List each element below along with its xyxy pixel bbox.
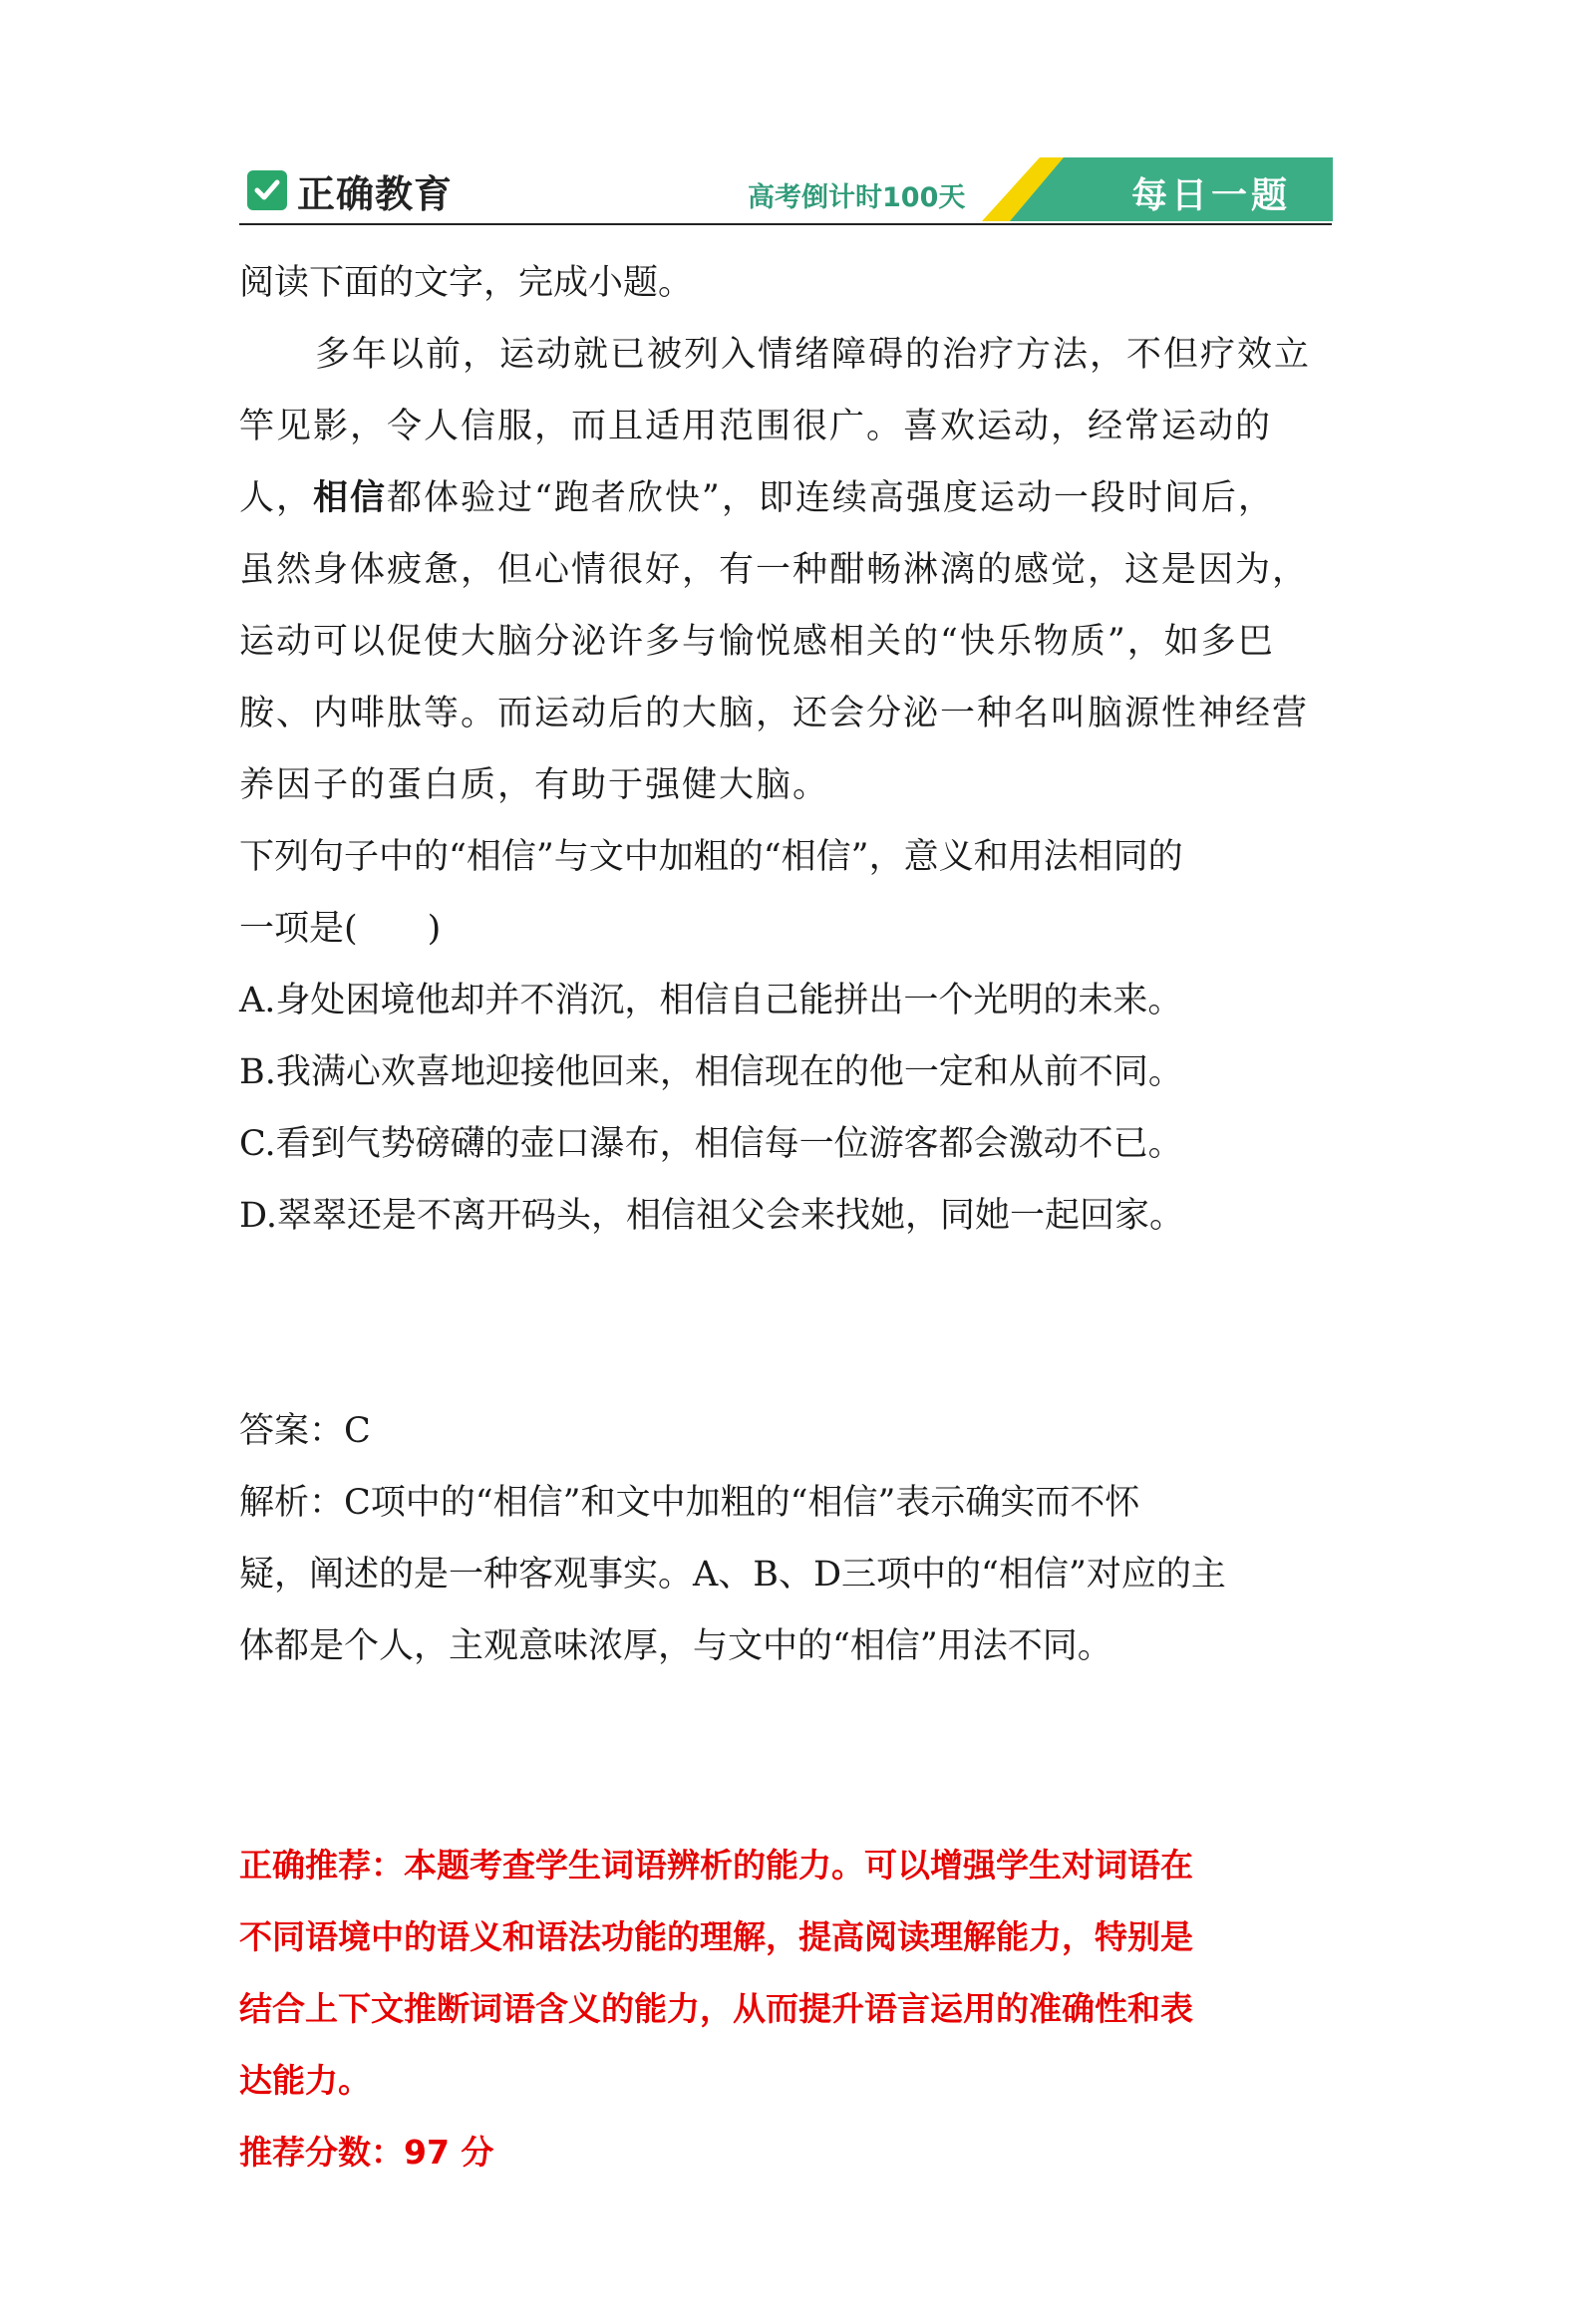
recommendation-score: 推荐分数：97 分 bbox=[239, 2133, 494, 2172]
option-b: B.我满心欢喜地迎接他回来，相信现在的他一定和从前不同。 bbox=[239, 1052, 1183, 1092]
checkmark-icon bbox=[247, 170, 287, 210]
option-c: C.看到气势磅礴的壶口瀑布，相信每一位游客都会激动不已。 bbox=[239, 1124, 1183, 1164]
banner-title: 每日一题 bbox=[1130, 175, 1291, 216]
passage-line: 胺、内啡肽等。而运动后的大脑，还会分泌一种名叫脑源性神经营 bbox=[239, 694, 1310, 733]
instruction: 阅读下面的文字，完成小题。 bbox=[239, 263, 694, 303]
question-stem: 一项是( ) bbox=[239, 909, 442, 949]
countdown-text: 高考倒计时100天 bbox=[748, 182, 966, 213]
passage-line: 运动可以促使大脑分泌许多与愉悦感相关的“快乐物质”，如多巴 bbox=[239, 622, 1275, 662]
document-body bbox=[239, 247, 1336, 2188]
passage-line: 多年以前，运动就已被列入情绪障碍的治疗方法，不但疗效立 bbox=[315, 335, 1312, 375]
recommendation-line: 结合上下文推断词语含义的能力，从而提升语言运用的准确性和表 bbox=[239, 1989, 1193, 2028]
header-banner bbox=[239, 157, 1332, 225]
passage-line: 虽然身体疲惫，但心情很好，有一种酣畅淋漓的感觉，这是因为， bbox=[239, 550, 1310, 590]
answer-line: 答案：C bbox=[239, 1411, 371, 1451]
recommendation bbox=[239, 1830, 1336, 2188]
analysis-line: 体都是个人，主观意味浓厚，与文中的“相信”用法不同。 bbox=[239, 1626, 1112, 1666]
question-stem: 下列句子中的“相信”与文中加粗的“相信”，意义和用法相同的 bbox=[239, 837, 1183, 877]
brand-logo bbox=[247, 163, 453, 217]
passage-line: 竿见影，令人信服，而且适用范围很广。喜欢运动，经常运动的 bbox=[239, 407, 1273, 446]
brand-name: 正确教育 bbox=[297, 171, 454, 216]
option-d: D.翠翠还是不离开码头，相信祖父会来找她，同她一起回家。 bbox=[239, 1196, 1184, 1236]
analysis-line: 解析：C项中的“相信”和文中加粗的“相信”表示确实而不怀 bbox=[239, 1483, 1140, 1523]
passage-text: 都体验过“跑者欣快”，即连续高强度运动一段时间后， bbox=[387, 478, 1275, 518]
option-a: A.身处困境他却并不消沉，相信自己能拼出一个光明的未来。 bbox=[239, 981, 1183, 1020]
recommendation-line: 达能力。 bbox=[239, 2061, 371, 2100]
passage-text: 人， bbox=[239, 478, 314, 518]
reading-passage bbox=[239, 319, 1336, 821]
passage-line bbox=[239, 462, 1336, 534]
recommendation-line: 不同语境中的语义和语法功能的理解，提高阅读理解能力，特别是 bbox=[239, 1917, 1193, 1956]
bold-keyword: 相信 bbox=[313, 477, 388, 518]
recommendation-line: 正确推荐：本题考查学生词语辨析的能力。可以增强学生对词语在 bbox=[239, 1846, 1193, 1885]
passage-line: 养因子的蛋白质，有助于强健大脑。 bbox=[239, 765, 830, 805]
analysis-line: 疑，阐述的是一种客观事实。A、B、D三项中的“相信”对应的主 bbox=[239, 1555, 1226, 1595]
